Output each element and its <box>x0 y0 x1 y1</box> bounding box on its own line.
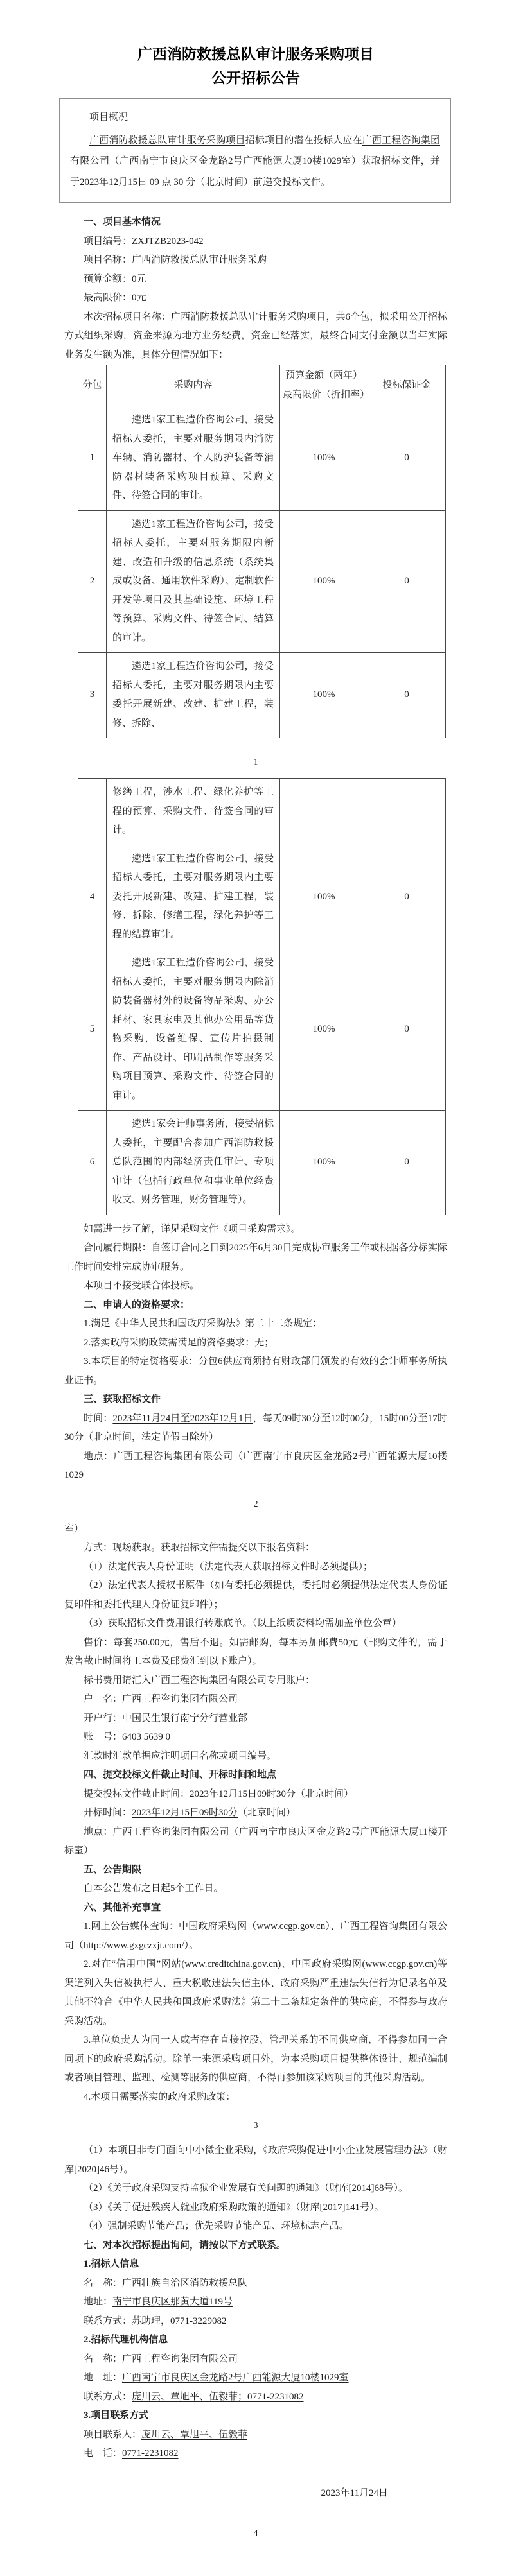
section-heading: 2.招标代理机构信息 <box>84 2335 168 2345</box>
cell-package-no: 3 <box>78 653 107 738</box>
cell-content <box>107 949 280 1111</box>
text-run: 账 号：6403 5639 0 <box>84 1732 171 1742</box>
table-row <box>78 406 446 511</box>
text-run: 项目名称：广西消防救援总队审计服务采购 <box>84 255 267 265</box>
table-row <box>78 949 446 1111</box>
text-run: 地点：广西工程咨询集团有限公司（广西南宁市良庆区金龙路2号广西能源大厦10楼1029 <box>64 1451 447 1480</box>
paragraph <box>64 1410 447 1448</box>
cell-content-text: 遴选1家会计师事务所，接受招标人委托，主要配合参加广西消防救援总队范围的内部经济责任审计、专项审计（包括行政单位和事业单位经费收支、财务管理，财务管理等）。 <box>112 1119 274 1205</box>
col-header-content: 采购内容 <box>107 365 280 406</box>
cell-deposit: 0 <box>368 949 446 1111</box>
paragraph <box>64 1634 447 1672</box>
cell-deposit: 0 <box>368 1111 446 1215</box>
paragraph <box>64 2369 447 2388</box>
cell-deposit: 0 <box>368 845 446 949</box>
text-run: 名 称： <box>84 2278 123 2288</box>
paragraph <box>64 1709 447 1729</box>
section-heading: 七、对本次招标提出询问，请按以下方式联系。 <box>84 2240 287 2251</box>
text-run: 招标项目的潜在投标人应在 <box>245 135 362 146</box>
table-row <box>78 845 446 949</box>
paragraph <box>64 2312 447 2331</box>
cell-content <box>107 1111 280 1215</box>
text-run: 自本公告发布之日起5个工作日。 <box>84 1883 224 1894</box>
paragraph <box>64 232 447 252</box>
paragraph <box>64 1239 447 1277</box>
cell-content-text: 修缮工程，涉水工程、绿化养护等工程的预算、采购文件、待签合同的审计。 <box>112 787 274 835</box>
cell-deposit: 0 <box>368 510 446 653</box>
text-run: 3.单位负责人为同一人或者存在直接控股、管理关系的不同供应商，不得参加同一合同项下的政府采购活动。除单一来源采购项目外，为本采购项目提供整体设计、规范编制或者项目管理、监理、检测等服务的供应商，不得再参加该采购项目的其他采购活动。 <box>64 2035 447 2083</box>
page-number: 1 <box>253 757 258 767</box>
paragraph <box>64 1334 447 1353</box>
table-row <box>78 779 446 845</box>
text-run: （北京时间）前递交投标文件。 <box>195 177 331 187</box>
cell-content <box>107 845 280 949</box>
paragraph <box>64 1804 447 1823</box>
text-run: 本次招标项目名称：广西消防救援总队审计服务采购项目，共6个包，拟采用公开招标方式组织采购，资金来源为地方业务经费，资金已经落实，最终合同支付金额以当年实际业务发生额为准，具体分包情况如下： <box>64 311 447 360</box>
text-run: 室） <box>64 1523 84 1534</box>
announcement-date: 2023年11月24日 <box>321 2487 388 2498</box>
text-run: 合同履行期限：自签订合同之日到2025年6月30日完成协审服务工作或根据各分标实际工作时间安排完成协审服务。 <box>64 1243 447 1272</box>
text-run: ，每天09时30分至12时00分，15时00分至17时30分（北京时间，法定节假日除外） <box>64 1413 447 1442</box>
cell-package-no: 2 <box>78 510 107 653</box>
underlined-text: 2023年11月24日至2023年12月1日 <box>112 1413 253 1424</box>
paragraph <box>64 1558 447 1577</box>
text-run: 提交投标文件截止时间： <box>84 1788 190 1799</box>
paragraph <box>64 2199 447 2218</box>
text-run: 名 称： <box>84 2353 123 2364</box>
text-run: 时间： <box>84 1413 113 1424</box>
text-run: 1.网上公告媒体查询：中国政府采购网（www.ccgp.gov.cn）、广西工程咨询集团有限公司（http://www.gxgczxjt.com/）。 <box>64 1921 447 1951</box>
paragraph <box>64 270 447 290</box>
budget-header-line1: 预算金额（两年） <box>285 370 362 381</box>
section-heading: 三、获取招标文件 <box>84 1394 161 1405</box>
text-run: 2.对在“信用中国”网站(www.creditchina.gov.cn)、中国政府采购网(www.ccgp.gov.cn)等渠道列入失信被执行人、重大税收违法失信主体、政府采购严重违法失信行为记录名单及其他不符合《中华人民共和国政府采购法》第二十二条规定条件的供应商，不得参与政府采购活动。 <box>64 1959 447 2027</box>
text-run: 汇款时汇款单据应注明项目名称或项目编号。 <box>84 1750 277 1761</box>
section-heading: 3.项目联系方式 <box>84 2410 149 2421</box>
text-run: 项目联系人： <box>84 2429 142 2440</box>
text-run: 1.满足《中华人民共和国政府采购法》第二十二条规定； <box>84 1318 323 1329</box>
text-run: 联系方式： <box>84 2315 132 2326</box>
section-heading: 二、申请人的资格要求： <box>84 1299 190 1310</box>
section-heading: 六、其他补充事宜 <box>84 1902 161 1913</box>
overview-text <box>70 130 440 193</box>
cell-budget-rate: 100% <box>280 1111 368 1215</box>
text-run: 如需进一步了解，详见采购文件《项目采购需求》。 <box>84 1223 301 1234</box>
text-run: 方式：现场获取。获取招标文件需提交以下报名资料： <box>84 1543 315 1553</box>
paragraph <box>64 2179 447 2199</box>
cell-content-text: 遴选1家工程造价咨询公司，接受招标人委托，主要对服务期限内主要委托开展新建、改建、扩建工程，装修、拆除、修缮工程，绿化养护等工程的结算审计。 <box>112 853 274 940</box>
col-header-deposit: 投标保证金 <box>368 365 446 406</box>
underlined-text: 广西工程咨询集团有限公司 <box>122 2353 238 2364</box>
paragraph <box>64 251 447 270</box>
col-header-budget <box>280 365 368 406</box>
paragraph <box>64 1672 447 1691</box>
paragraph <box>64 2350 447 2369</box>
text-run: 地 址： <box>84 2373 123 2383</box>
paragraph <box>64 1785 447 1804</box>
underlined-text: 广西消防救援总队审计服务采购项目 <box>89 135 245 146</box>
page-number: 3 <box>253 2121 258 2131</box>
paragraph <box>64 1880 447 1899</box>
text-run: 开标时间： <box>84 1808 132 1818</box>
underlined-text: 2023年12月15日09时30分 <box>190 1788 296 1799</box>
text-run: （1）法定代表人身份证明（法定代表人获取招标文件时必须提供）； <box>84 1561 373 1572</box>
underlined-text: 广西工程咨询集团有限公司（广西南宁市良庆区金龙路2号广西能源大厦10楼1029室） <box>70 135 440 166</box>
paragraph <box>64 1315 447 1334</box>
underlined-text: 庞川云、覃旭平、伍毅菲；0771-2231082 <box>132 2391 304 2402</box>
paragraph <box>64 1728 447 1747</box>
cell-deposit: 0 <box>368 653 446 738</box>
lots-table <box>78 778 446 1215</box>
text-run: （3）《关于促进残疾人就业政府采购政策的通知》（财库[2017]141号）。 <box>84 2202 384 2213</box>
text-run: （2）法定代表人授权书原件（如有委托必须提供，委托时必须提供法定代表人身份证复印件和委托代理人身份证复印件）； <box>64 1580 447 1610</box>
paragraph <box>64 1614 447 1634</box>
title-line: 广西消防救援总队审计服务采购项目 <box>137 46 374 62</box>
paragraph <box>64 2031 447 2088</box>
cell-content-text: 遴选1家工程造价咨询公司，接受招标人委托，主要对服务期限内新建、改造和升级的信息系统（系统集成或设备、通用软件采购）、定制软件开发等项目及其基础设施、环境工程等预算、采购文件、待签合同、结算的审计。 <box>112 519 274 643</box>
table-body <box>78 779 446 1215</box>
paragraph <box>64 2293 447 2312</box>
title-line: 公开招标公告 <box>211 70 300 86</box>
table-row <box>78 1111 446 1215</box>
cell-budget-rate: 100% <box>280 845 368 949</box>
paragraph <box>64 1520 447 1539</box>
underlined-text: 0771-2231082 <box>122 2448 179 2459</box>
cell-budget-rate: 100% <box>280 949 368 1111</box>
underlined-text: 苏助理，0771-3229082 <box>132 2315 227 2326</box>
page-number: 4 <box>253 2528 258 2538</box>
cell-content-text: 遴选1家工程造价咨询公司，接受招标人委托，主要对服务期限内主要委托开展新建、改建、扩建工程，装修、拆除、 <box>112 661 274 729</box>
table-header-row <box>78 365 446 406</box>
text-run: （1）本项目非专门面向中小微企业采购，《政府采购促进中小企业发展管理办法》（财库[2020]46号）。 <box>64 2145 447 2175</box>
text-run: 2.落实政府采购政策需满足的资格要求：无； <box>84 1337 274 1348</box>
text-run: 获取招标文件，并于 <box>70 156 440 187</box>
text-run: 项目编号：ZXJTZB2023-042 <box>84 236 204 246</box>
paragraph <box>64 1220 447 1240</box>
text-run: 开户行：中国民生银行南宁分行营业部 <box>84 1713 248 1724</box>
lots-table <box>78 365 446 738</box>
paragraph <box>64 1539 447 1558</box>
paragraph <box>64 1955 447 2031</box>
cell-content-text: 遴选1家工程造价咨询公司，接受招标人委托，主要对服务期限内除消防装备器材外的设备物品采购、办公耗材、家具家电及其他办公用品等货物采购，设备维保、宣传片拍摄制作、产品设计、印刷品制作等服务采购项目预算、采购文件、待签合同的审计。 <box>112 958 274 1101</box>
section-heading: 一、项目基本情况 <box>84 217 161 227</box>
paragraph <box>64 308 447 365</box>
text-run: 4.本项目需要落实的政府采购政策： <box>84 2091 236 2102</box>
text-run: 电 话： <box>84 2448 123 2459</box>
paragraph <box>64 2141 447 2179</box>
section-heading: 四、提交投标文件截止时间、开标时间和地点 <box>84 1770 277 1780</box>
paragraph <box>64 2388 447 2407</box>
cell-deposit: 0 <box>368 406 446 511</box>
text-run: （北京时间） <box>296 1788 354 1799</box>
text-run: 本项目不接受联合体投标。 <box>84 1281 200 1291</box>
text-run: 户 名：广西工程咨询集团有限公司 <box>84 1694 238 1704</box>
cell-package-no: 6 <box>78 1111 107 1215</box>
text-run: 地点：广西工程咨询集团有限公司（广西南宁市良庆区金龙路2号广西能源大厦11楼开标室） <box>64 1826 447 1856</box>
cell-content-text: 遴选1家工程造价咨询公司，接受招标人委托，主要对服务期限内消防车辆、消防器材、个人防护装备等消防器材装备采购项目预算、采购文件、待签合同的审计。 <box>112 415 274 501</box>
underlined-text: 2023年12月15日09时30分 <box>132 1808 238 1818</box>
document-title <box>64 42 447 90</box>
text-run: （北京时间） <box>238 1808 296 1818</box>
text-run: 最高限价：0元 <box>84 293 146 303</box>
underlined-text: 2023年12月15日 09 点 30 分 <box>80 177 196 187</box>
cell-budget-rate <box>280 779 368 845</box>
cell-deposit <box>368 779 446 845</box>
cell-package-no <box>78 779 107 845</box>
paragraph <box>64 1917 447 1955</box>
underlined-text: 广西壮族自治区消防救援总队 <box>122 2278 248 2288</box>
section-heading: 五、公告期限 <box>84 1864 142 1875</box>
text-run: 预算金额：0元 <box>84 273 146 284</box>
paragraph <box>64 1577 447 1614</box>
paragraph <box>64 1747 447 1767</box>
overview-label: 项目概况 <box>89 112 128 123</box>
underlined-text: 庞川云、覃旭平、伍毅菲 <box>141 2429 248 2440</box>
paragraph <box>64 2444 447 2464</box>
underlined-text: 南宁市良庆区那黄大道119号 <box>112 2297 233 2307</box>
paragraph <box>64 2217 447 2236</box>
paragraph <box>64 1823 447 1861</box>
paragraph <box>64 1690 447 1709</box>
paragraph <box>64 1277 447 1296</box>
cell-content <box>107 406 280 511</box>
text-run: （3）获取招标文件费用银行转账底单。（以上纸质资料均需加盖单位公章） <box>84 1618 402 1629</box>
table-row <box>78 653 446 738</box>
table-body <box>78 406 446 738</box>
cell-content <box>107 510 280 653</box>
cell-content <box>107 653 280 738</box>
cell-budget-rate: 100% <box>280 406 368 511</box>
text-run: （2）《关于政府采购支持监狱企业发展有关问题的通知》（财库[2014]68号）。 <box>84 2183 408 2193</box>
paragraph <box>64 2426 447 2445</box>
paragraph <box>64 1448 447 1485</box>
cell-package-no: 1 <box>78 406 107 511</box>
text-run: 3.本项目的特定资格要求：分包6供应商须持有财政部门颁发的有效的会计师事务所执业证书。 <box>64 1356 447 1386</box>
col-header-package: 分包 <box>78 365 107 406</box>
cell-content <box>107 779 280 845</box>
overview-box <box>59 98 451 203</box>
cell-budget-rate: 100% <box>280 510 368 653</box>
text-run: 标书费用请汇入广西工程咨询集团有限公司专用账户： <box>84 1675 315 1686</box>
text-run: （4）强制采购节能产品；优先采购节能产品、环境标志产品。 <box>84 2221 349 2231</box>
cell-budget-rate: 100% <box>280 653 368 738</box>
table-row <box>78 510 446 653</box>
section-heading: 1.招标人信息 <box>84 2259 139 2269</box>
cell-package-no: 5 <box>78 949 107 1111</box>
text-run: 地址： <box>84 2297 113 2307</box>
paragraph <box>64 2088 447 2107</box>
paragraph <box>64 289 447 308</box>
text-run: 售价：每套250.00元，售后不退。如需邮购，每本另加邮费50元（邮购文件的，需于发售截止时间将工本费及邮费汇到以下账户）。 <box>64 1637 447 1666</box>
text-run: 联系方式： <box>84 2391 132 2402</box>
page-number: 2 <box>253 1499 258 1509</box>
paragraph <box>64 2274 447 2294</box>
paragraph <box>64 1353 447 1390</box>
budget-header-line2: 最高限价（折扣率） <box>283 389 370 400</box>
cell-package-no: 4 <box>78 845 107 949</box>
underlined-text: 广西南宁市良庆区金龙路2号广西能源大厦10楼1029室 <box>122 2373 349 2383</box>
